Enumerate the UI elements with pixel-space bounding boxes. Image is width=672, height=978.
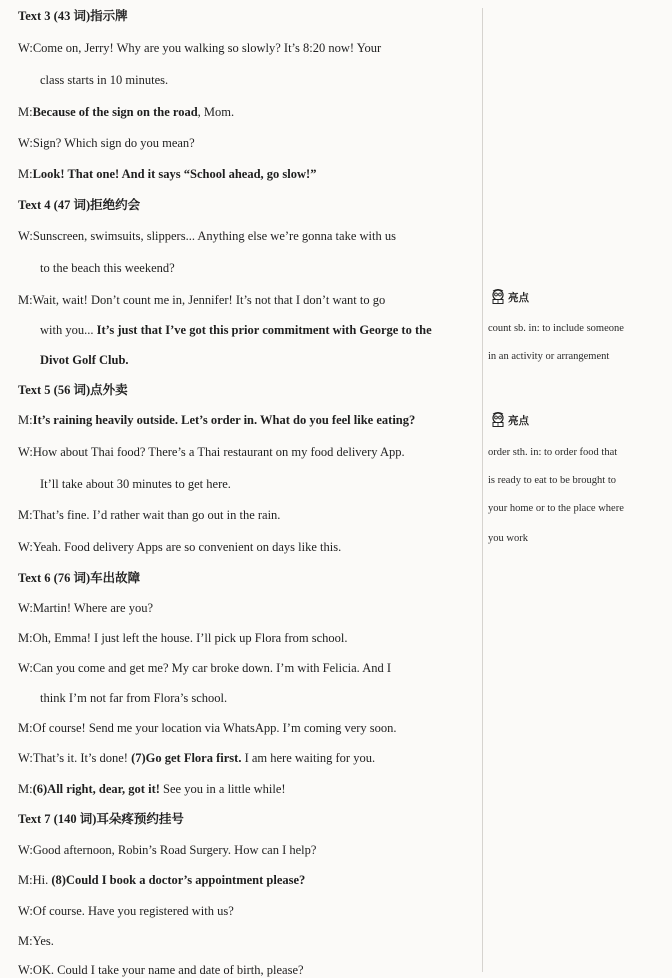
- section-header-text6: Text 6 (76 词)车出故障: [18, 571, 141, 585]
- dialogue-line: W:How about Thai food? There’s a Thai restaurant on my food delivery App.: [18, 445, 405, 459]
- note-line: you work: [488, 533, 528, 544]
- section-header-text5: Text 5 (56 词)点外卖: [18, 383, 128, 397]
- dialogue-line: W:Martin! Where are you?: [18, 601, 154, 615]
- note-line: your home or to the place where: [488, 503, 624, 514]
- dialogue-line: to the beach this weekend?: [40, 261, 175, 275]
- note-line: in an activity or arrangement: [488, 351, 610, 362]
- dialogue-line: M:It’s raining heavily outside. Let’s order in. What do you feel like eating?: [18, 413, 416, 427]
- dialogue-line: M:Look! That one! And it says “School ahead, go slow!”: [18, 167, 317, 181]
- dialogue-line: M:(6)All right, dear, got it! See you in a little while!: [18, 782, 286, 796]
- dialogue-line: Divot Golf Club.: [40, 353, 129, 367]
- dialogue-line: M:Hi. (8)Could I book a doctor’s appointment please?: [18, 873, 306, 887]
- dialogue-line: W:Sunscreen, swimsuits, slippers... Anything else we’re gonna take with us: [18, 229, 396, 243]
- column-divider: [482, 8, 483, 972]
- section-header-text3: Text 3 (43 词)指示牌: [18, 9, 128, 23]
- dialogue-line: It’ll take about 30 minutes to get here.: [40, 477, 231, 491]
- dialogue-line: W:Can you come and get me? My car broke down. I’m with Felicia. And I: [18, 661, 392, 675]
- dialogue-line: W:That’s it. It’s done! (7)Go get Flora first. I am here waiting for you.: [18, 751, 376, 765]
- dialogue-line: think I’m not far from Flora’s school.: [40, 691, 228, 705]
- dialogue-line: M:That’s fine. I’d rather wait than go out in the rain.: [18, 508, 281, 522]
- dialogue-line: class starts in 10 minutes.: [40, 73, 169, 87]
- highlight-badge: 亮点: [490, 410, 529, 430]
- dialogue-line: M:Of course! Send me your location via WhatsApp. I’m coming very soon.: [18, 721, 397, 735]
- dialogue-line: with you... It’s just that I’ve got this prior commitment with George to the: [40, 323, 432, 337]
- highlight-badge: 亮点: [490, 287, 529, 307]
- note-line: count sb. in: to include someone: [488, 323, 624, 334]
- dialogue-line: W:Good afternoon, Robin’s Road Surgery. How can I help?: [18, 843, 317, 857]
- note-line: is ready to eat to be brought to: [488, 475, 617, 486]
- dialogue-line: W:Sign? Which sign do you mean?: [18, 136, 195, 150]
- dialogue-line: W:Come on, Jerry! Why are you walking so slowly? It’s 8:20 now! Your: [18, 41, 382, 55]
- reading-character-icon: [490, 289, 506, 305]
- dialogue-line: W:OK. Could I take your name and date of birth, please?: [18, 963, 304, 977]
- dialogue-line: W:Of course. Have you registered with us?: [18, 904, 234, 918]
- section-header-text4: Text 4 (47 词)拒绝约会: [18, 198, 141, 212]
- dialogue-line: M:Oh, Emma! I just left the house. I’ll pick up Flora from school.: [18, 631, 348, 645]
- note-line: order sth. in: to order food that: [488, 447, 618, 458]
- dialogue-line: M:Yes.: [18, 934, 54, 948]
- dialogue-line: M:Wait, wait! Don’t count me in, Jennifer! It’s not that I don’t want to go: [18, 293, 386, 307]
- section-header-text7: Text 7 (140 词)耳朵疼预约挂号: [18, 812, 184, 826]
- dialogue-line: W:Yeah. Food delivery Apps are so convenient on days like this.: [18, 540, 342, 554]
- reading-character-icon: [490, 412, 506, 428]
- dialogue-line: M:Because of the sign on the road, Mom.: [18, 105, 235, 119]
